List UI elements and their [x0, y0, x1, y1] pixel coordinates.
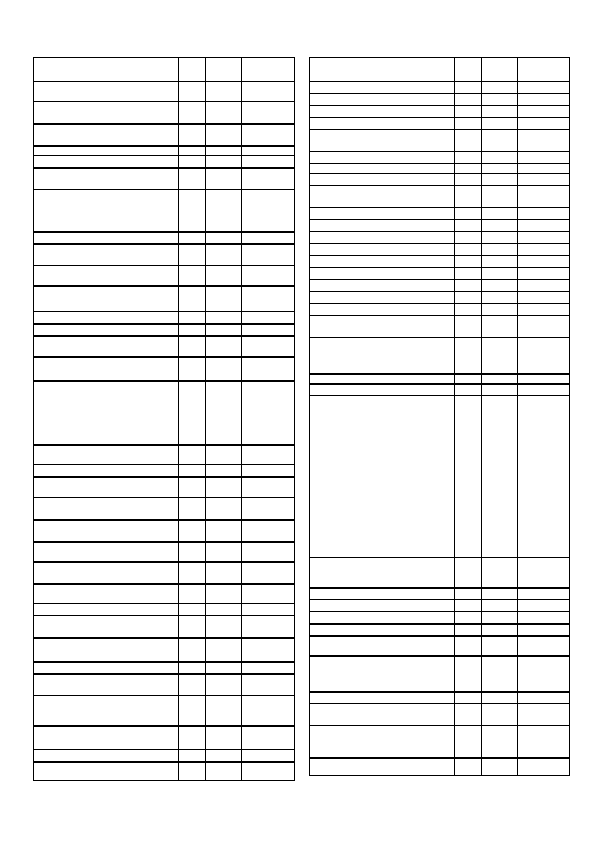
table-row-rule [310, 291, 569, 292]
table-row-rule [34, 541, 294, 543]
table-row-rule [310, 691, 569, 693]
table-row-rule [310, 129, 569, 130]
table-row-rule [310, 81, 569, 82]
table-row-rule [310, 185, 569, 186]
table-row-rule [34, 356, 294, 358]
table-row-rule [34, 561, 294, 563]
table-row-rule [34, 323, 294, 325]
table-row-rule [310, 655, 569, 657]
table-row-rule [34, 380, 294, 382]
table-row-rule [34, 311, 294, 312]
table-row-rule [34, 661, 294, 663]
table-row-rule [34, 725, 294, 727]
table-row-rule [310, 163, 569, 164]
column-divider [454, 58, 455, 775]
table-row-rule [34, 285, 294, 287]
table-row-rule [34, 167, 294, 169]
table-row-rule [310, 207, 569, 208]
table-row-rule [34, 464, 294, 465]
table-row-rule [310, 757, 569, 759]
table-row-rule [310, 599, 569, 600]
table-row-rule [310, 105, 569, 106]
table-row-rule [310, 173, 569, 174]
table-row-rule [34, 155, 294, 156]
column-divider [517, 58, 518, 775]
table-row-rule [310, 303, 569, 304]
table-row-rule [310, 315, 569, 316]
table-row-rule [310, 267, 569, 268]
table-row-rule [34, 335, 294, 337]
table-row-rule [34, 189, 294, 190]
table-row-rule [310, 219, 569, 220]
table-row-rule [310, 611, 569, 612]
table-row-rule [34, 695, 294, 696]
table-row-rule [310, 635, 569, 637]
table-row-rule [310, 383, 569, 385]
table-row-rule [310, 587, 569, 589]
table-row-rule [34, 476, 294, 478]
table-row-rule [310, 337, 569, 338]
table-row-rule [34, 673, 294, 675]
table-row-rule [310, 557, 569, 558]
right-table [309, 57, 570, 776]
table-row-rule [34, 603, 294, 604]
left-table [33, 57, 295, 781]
table-row-rule [310, 151, 569, 152]
table-row-rule [34, 497, 294, 498]
table-row-rule [34, 145, 294, 147]
table-row-rule [34, 265, 294, 266]
table-row-rule [34, 231, 294, 233]
table-row-rule [34, 637, 294, 639]
table-row-rule [34, 615, 294, 616]
table-row-rule [34, 761, 294, 763]
table-row-rule [310, 255, 569, 256]
table-row-rule [310, 373, 569, 375]
table-row-rule [34, 519, 294, 521]
table-row-rule [310, 117, 569, 118]
table-row-rule [34, 101, 294, 102]
table-row-rule [310, 395, 569, 396]
table-row-rule [310, 623, 569, 625]
table-row-rule [34, 583, 294, 585]
table-row-rule [310, 725, 569, 726]
table-row-rule [34, 81, 294, 82]
table-row-rule [310, 703, 569, 704]
table-row-rule [34, 749, 294, 750]
table-row-rule [310, 279, 569, 280]
table-row-rule [34, 444, 294, 446]
table-row-rule [310, 243, 569, 244]
table-row-rule [310, 231, 569, 232]
table-row-rule [34, 123, 294, 125]
table-row-rule [310, 93, 569, 94]
column-divider [481, 58, 482, 775]
table-row-rule [34, 243, 294, 245]
